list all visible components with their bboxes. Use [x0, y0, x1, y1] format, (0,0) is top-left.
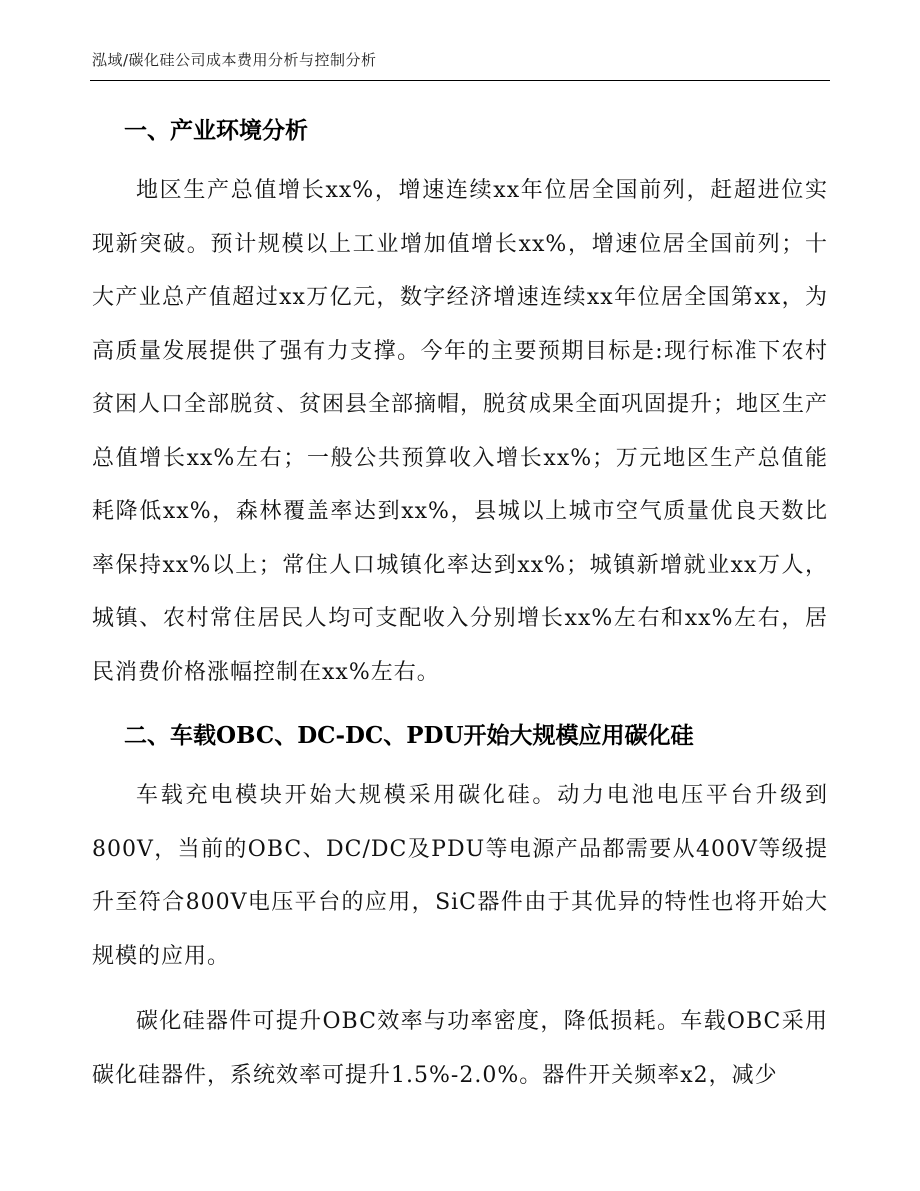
- section-heading-sic-adoption: 二、车载OBC、DC-DC、PDU开始大规模应用碳化硅: [124, 722, 694, 749]
- document-body: [92, 112, 828, 1102]
- running-header: 泓域/碳化硅公司成本费用分析与控制分析: [92, 51, 377, 69]
- paragraph-industry-environment: 地区生产总值增长xx%，增速连续xx年位居全国前列，赶超进位实现新突破。预计规模以上工业增加值增长xx%，增速位居全国前列；十大产业总产值超过xx万亿元，数字经济增速连续xx年位居全国第xx，为高质量发展提供了强有力支撑。今年的主要预期目标是:现行标准下农村贫困人口全部脱贫、贫困县全部摘帽，脱贫成果全面巩固提升；地区生产总值增长xx%左右；一般公共预算收入增长xx%；万元地区生产总值能耗降低xx%，森林覆盖率达到xx%，县城以上城市空气质量优良天数比率保持xx%以上；常住人口城镇化率达到xx%；城镇新增就业xx万人，城镇、农村常住居民人均可支配收入分别增长xx%左右和xx%左右，居民消费价格涨幅控制在xx%左右。: [92, 178, 829, 685]
- paragraph-obc-efficiency: 碳化硅器件可提升OBC效率与功率密度，降低损耗。车载OBC采用碳化硅器件，系统效率可提升1.5%-2.0%。器件开关频率x2，减少: [92, 1009, 828, 1088]
- paragraph-onboard-charger: 车载充电模块开始大规模采用碳化硅。动力电池电压平台升级到800V，当前的OBC、DC/DC及PDU等电源产品都需要从400V等级提升至符合800V电压平台的应用，SiC器件由于其优异的特性也将开始大规模的应用。: [92, 783, 828, 969]
- header-divider: [90, 80, 830, 81]
- section-heading-industry-environment: 一、产业环境分析: [124, 117, 308, 144]
